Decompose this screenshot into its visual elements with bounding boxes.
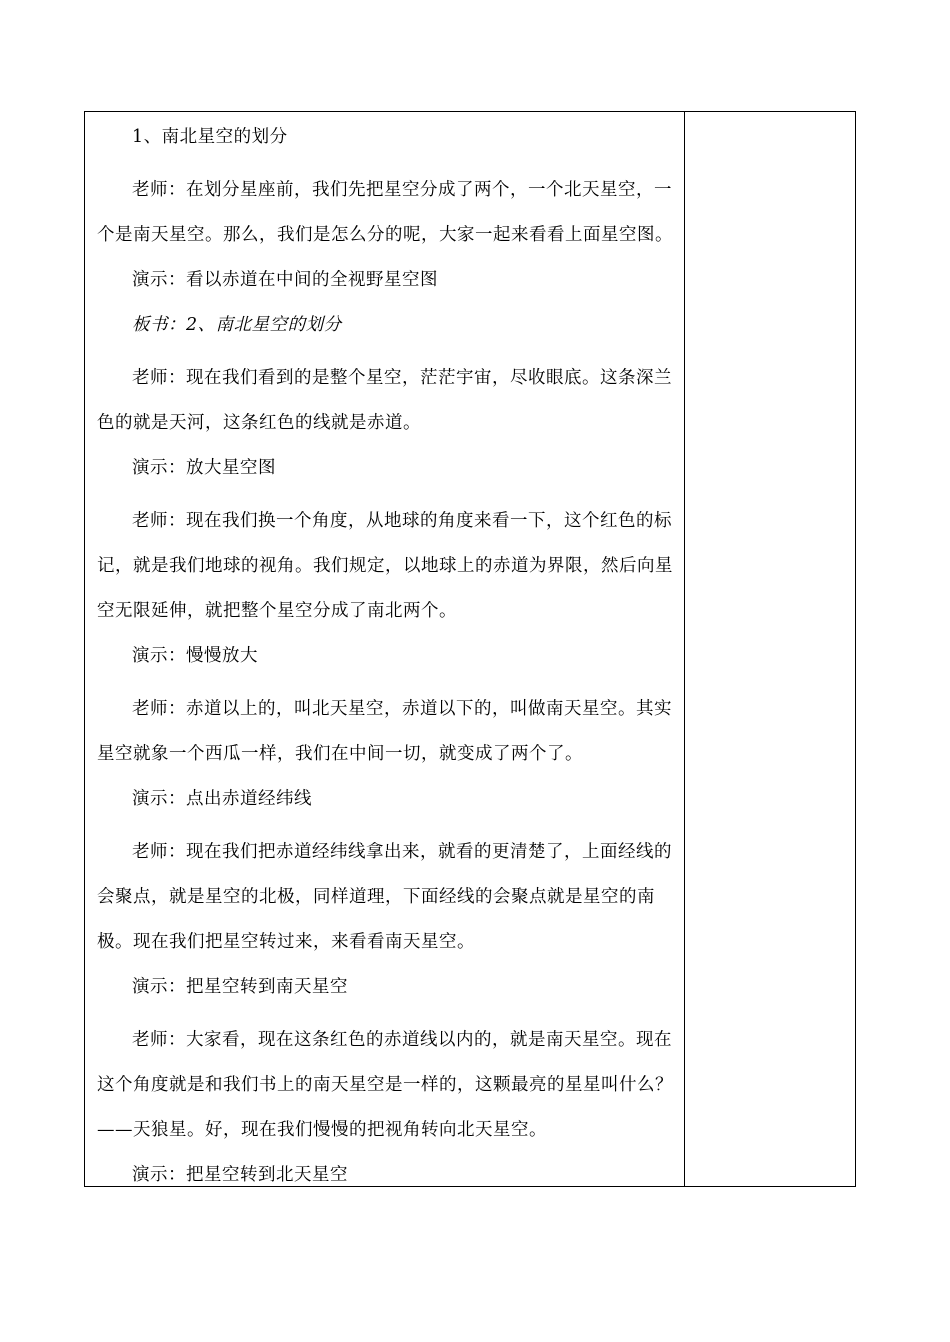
demo-paragraph: 演示：慢慢放大 [132, 646, 258, 666]
demo-paragraph: 演示：把星空转到南天星空 [132, 977, 348, 997]
lesson-table [84, 111, 856, 1187]
demo-paragraph: 演示：把星空转到北天星空 [132, 1165, 348, 1185]
teacher-paragraph: 老师：在划分星座前，我们先把星空分成了两个，一个北天星空，一个是南天星空。那么，我们是怎么分的呢，大家一起来看看上面星空图。 [97, 180, 673, 245]
section-heading: 1、南北星空的划分 [132, 127, 288, 147]
demo-paragraph: 演示：放大星空图 [132, 458, 276, 478]
content-cell [85, 112, 685, 1186]
teacher-paragraph: 老师：大家看，现在这条红色的赤道线以内的，就是南天星空。现在这个角度就是和我们书上的南天星空是一样的，这颗最亮的星星叫什么？——天狼星。好，现在我们慢慢的把视角转向北天星空。 [97, 1030, 673, 1140]
demo-paragraph: 演示：点出赤道经纬线 [132, 789, 312, 809]
notes-cell [685, 112, 855, 1186]
demo-paragraph: 演示：看以赤道在中间的全视野星空图 [132, 270, 438, 290]
blackboard-note: 板书：2、南北星空的划分 [132, 315, 342, 335]
teacher-paragraph: 老师：现在我们把赤道经纬线拿出来，就看的更清楚了，上面经线的会聚点，就是星空的北极，同样道理，下面经线的会聚点就是星空的南极。现在我们把星空转过来，来看看南天星空。 [97, 842, 672, 952]
teacher-paragraph: 老师：现在我们看到的是整个星空，茫茫宇宙，尽收眼底。这条深兰色的就是天河，这条红色的线就是赤道。 [97, 368, 672, 433]
teacher-paragraph: 老师：现在我们换一个角度，从地球的角度来看一下，这个红色的标记，就是我们地球的视角。我们规定，以地球上的赤道为界限，然后向星空无限延伸，就把整个星空分成了南北两个。 [97, 511, 673, 621]
teacher-paragraph: 老师：赤道以上的，叫北天星空，赤道以下的，叫做南天星空。其实星空就象一个西瓜一样，我们在中间一切，就变成了两个了。 [97, 699, 672, 764]
